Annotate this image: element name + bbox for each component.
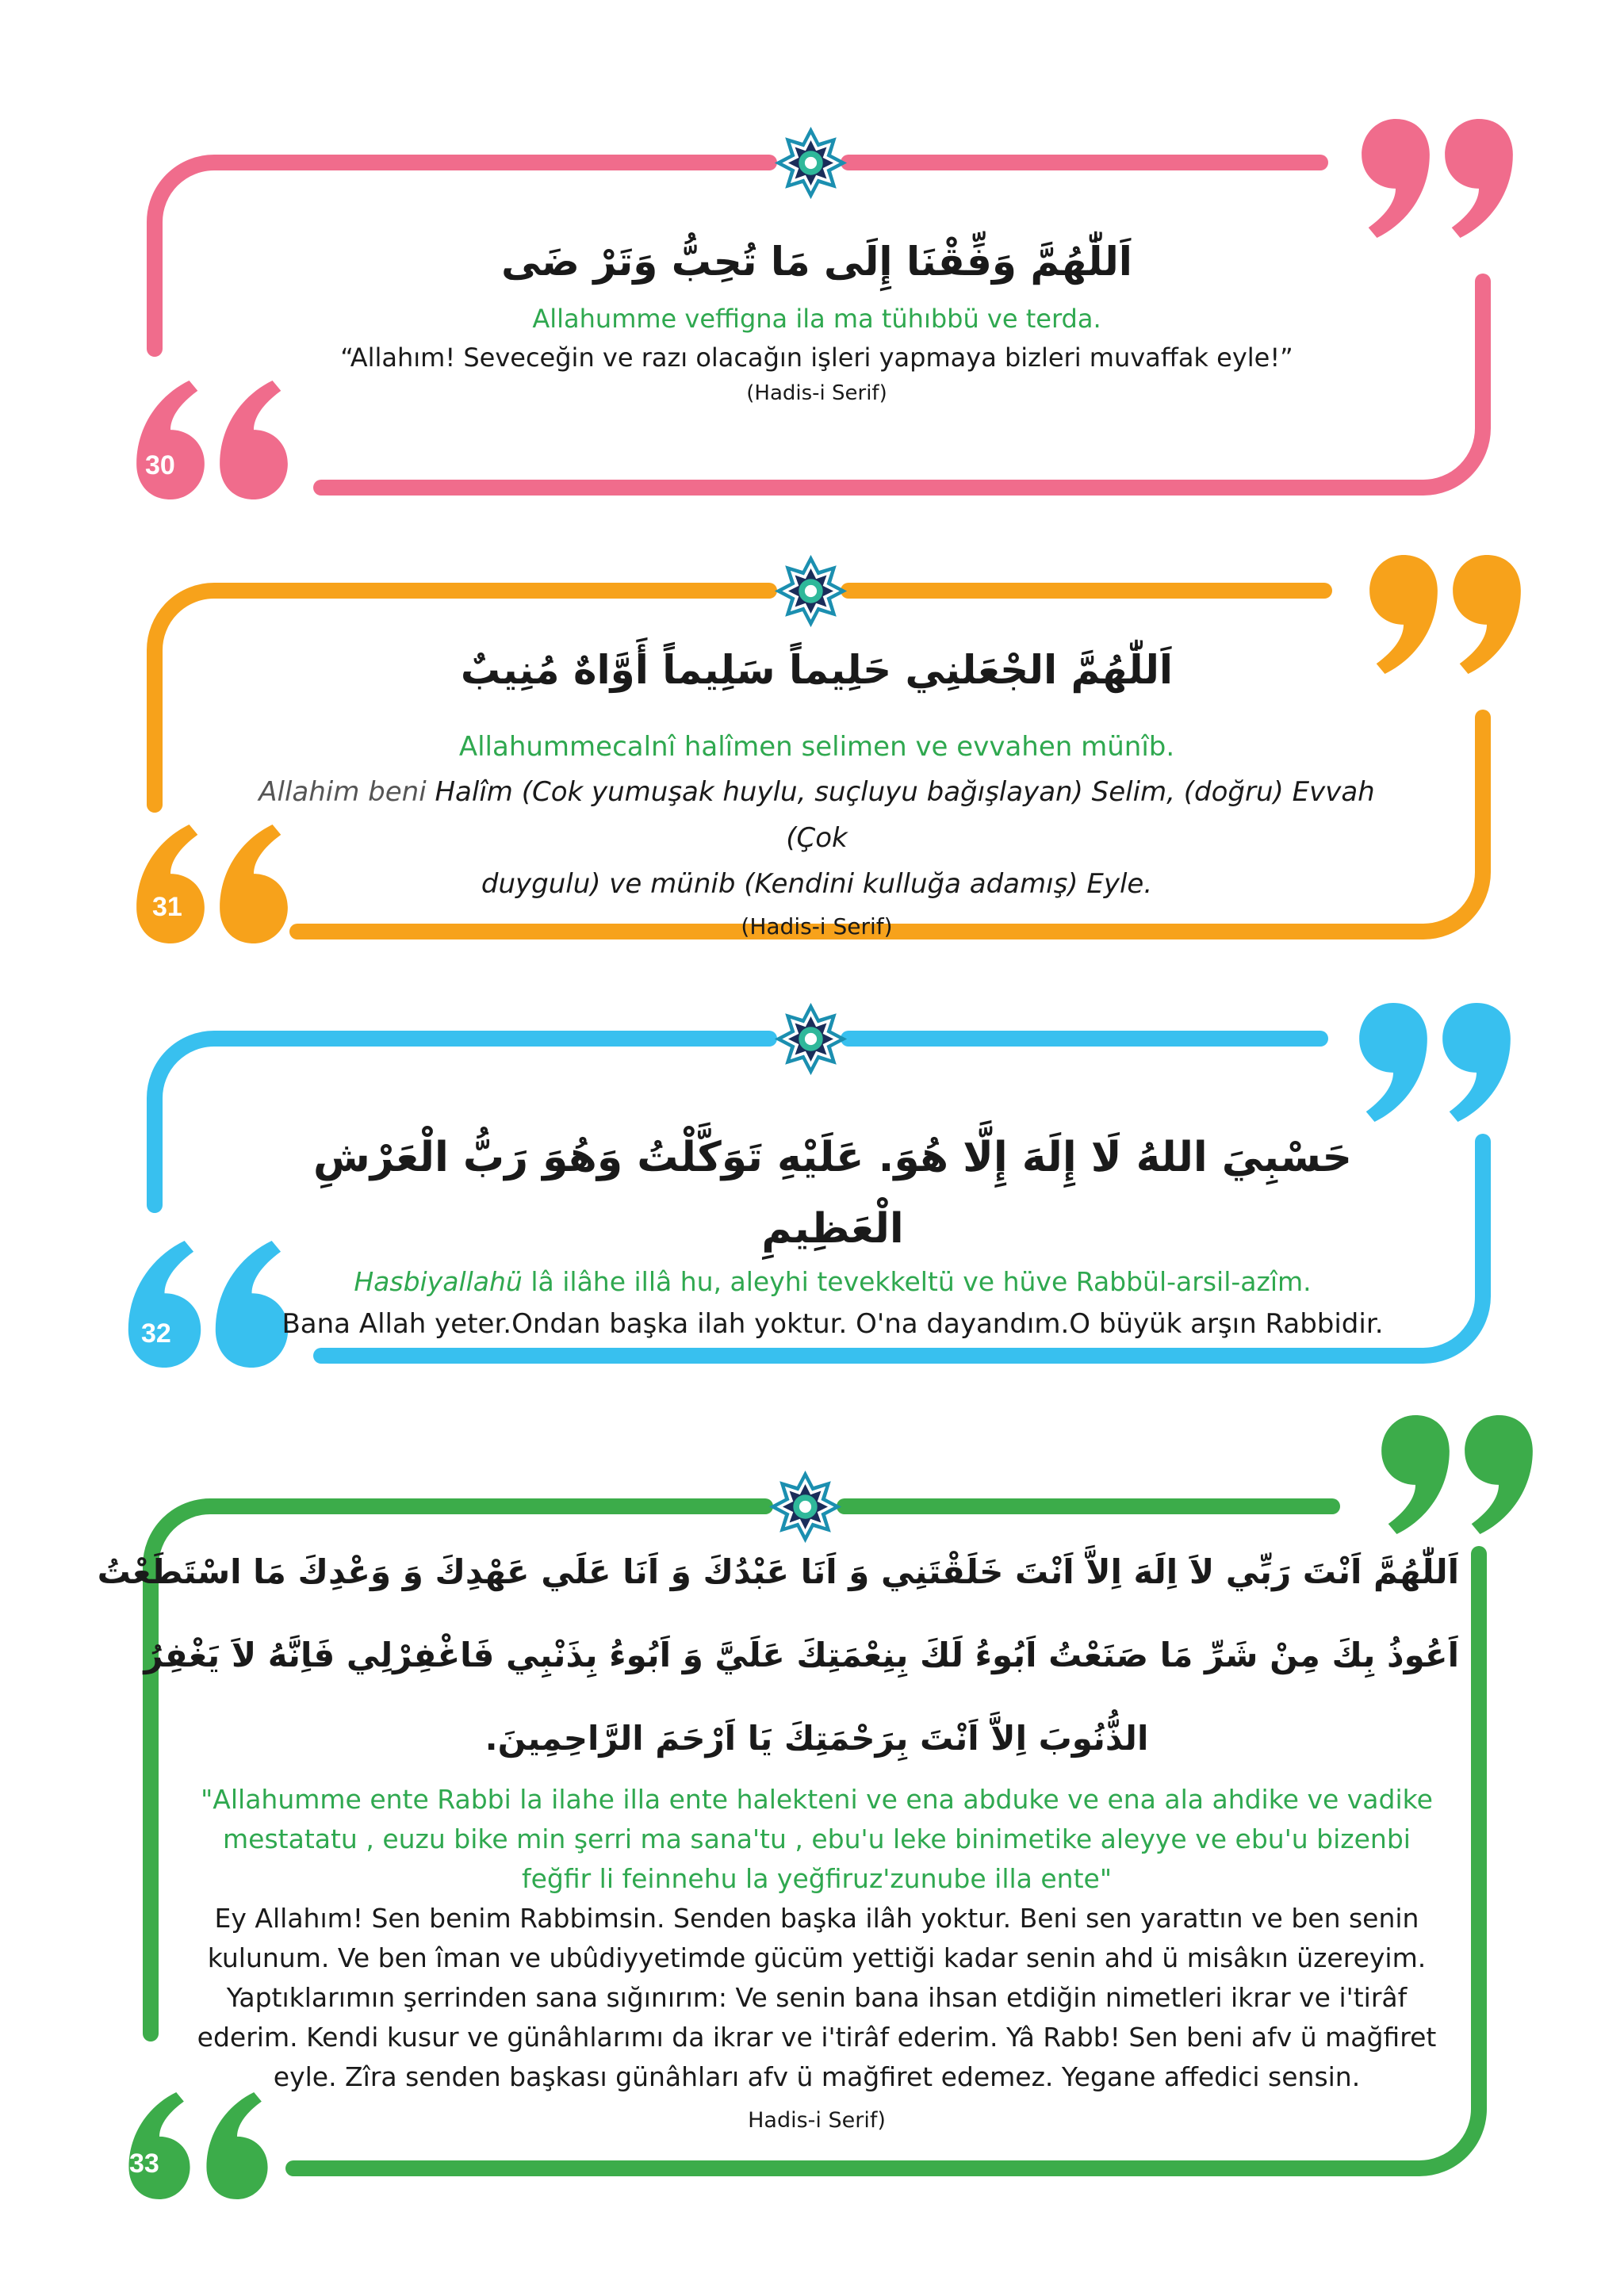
source: (Hadis-i Serif) xyxy=(741,913,893,939)
card-content xyxy=(262,230,1372,411)
meaning-line-5: eyle. Zîra senden başkası günâhları afv ü mağfiret edemez. Yegane affedici sensin. xyxy=(273,2061,1361,2092)
card-number: 31 xyxy=(152,892,182,922)
transliteration xyxy=(174,1780,1459,1899)
arabic-line-3: الذُّنُوبَ اِلاَّ اَنْتَ بِرَحْمَتِكَ يَا اَرْحَمَ الرَّاحِمِينَ. xyxy=(485,1719,1149,1758)
transliteration: Allahummecalnî halîmen selimen ve evvahen münîb. xyxy=(458,731,1175,763)
islamic-star-ornament-icon xyxy=(773,1001,848,1077)
card-number: 32 xyxy=(141,1318,171,1349)
transliteration-line-1: "Allahumme ente Rabbi la ilahe illa ente halekteni ve ena abduke ve ena ala ahdike ve vadike xyxy=(201,1784,1433,1815)
meaning xyxy=(174,1899,1459,2097)
transliteration-line-2: mestatatu , euzu bike min şerri ma sana'tu , ebu'u leke binimetike aleyye ve ebu'u bizenbi xyxy=(223,1823,1411,1854)
source: (Hadis-i Serif) xyxy=(746,381,887,405)
source: Hadis-i Serif) xyxy=(748,2108,886,2133)
transliteration: Allahumme veffigna ila ma tühıbbü ve terda. xyxy=(532,304,1101,334)
card-number: 33 xyxy=(129,2149,159,2179)
arabic-text: اَللّٰهُمَّ الجْعَلنِي حَلِيماً سَلِيماً أَوَّاهٌ مُنِيبٌ xyxy=(460,647,1174,693)
meaning-line-1: Halîm (Cok yumuşak huylu, suçluyu bağışlayan) Selim, (doğru) Evvah (Çok xyxy=(435,776,1375,854)
arabic-line-2: اَعُوذُ بِكَ مِنْ شَرِّ مَا صَنَعْتُ اَبُوءُ لَكَ بِنِعْمَتِكَ عَلَيَّ وَ اَبُوءُ بِذَنْبِي فَاغْفِرْلِي فَاِنَّهُ لاَ يَغْفِرُ xyxy=(144,1636,1459,1674)
meaning-line-2: kulunum. Ve ben îman ve ubûdiyyetimde gücüm yettiği kadar senin ahd ü misâkın üzereyim. xyxy=(207,1942,1427,1973)
close-quote-icon xyxy=(1358,1003,1516,1130)
card-32 xyxy=(0,995,1624,1391)
meaning xyxy=(238,769,1396,907)
meaning: Bana Allah yeter.Ondan başka ilah yoktur. O'na dayandım.O büyük arşın Rabbidir. xyxy=(282,1308,1384,1340)
card-33 xyxy=(0,1415,1624,2216)
card-31 xyxy=(0,547,1624,959)
transliteration xyxy=(270,1260,1396,1304)
islamic-star-ornament-icon xyxy=(773,553,848,629)
transliteration-line-3: feğfir li feinnehu la yeğfiruz'zunube illa ente" xyxy=(521,1863,1113,1894)
islamic-star-ornament-icon xyxy=(773,125,848,201)
card-content xyxy=(270,1122,1396,1344)
close-quote-icon xyxy=(1360,119,1519,246)
close-quote-icon xyxy=(1380,1415,1538,1542)
transliteration-name: Hasbiyallahü xyxy=(354,1266,523,1297)
meaning-line-2: duygulu) ve münib (Kendini kulluğa adamış) Eyle. xyxy=(481,868,1153,900)
meaning-prefix: Allahim beni xyxy=(259,776,427,808)
card-content xyxy=(97,1530,1459,2145)
meaning-line-1: Ey Allahım! Sen benim Rabbimsin. Senden başka ilâh yoktur. Beni sen yarattın ve ben senin xyxy=(214,1903,1419,1934)
meaning-line-3: Yaptıklarımın şerrinden sana sığınırım: Ve senin bana ihsan etdiğin nimetleri ikrar ve i'tirâf xyxy=(226,1982,1408,2013)
card-30 xyxy=(0,111,1624,507)
arabic-text: حَسْبِيَ اللهُ لَا إِلَهَ إِلَّا هُوَ. عَلَيْهِ تَوَكَّلْتُ وَهُوَ رَبُّ الْعَرْشِ الْعَظِيمِ xyxy=(312,1134,1353,1253)
transliteration-rest: lâ ilâhe illâ hu, aleyhi tevekkeltü ve hüve Rabbül-arsil-azîm. xyxy=(530,1266,1312,1297)
arabic-line-1: اَللّٰهُمَّ اَنْتَ رَبِّي لاَ اِلَهَ اِلاَّ اَنْتَ خَلَقْتَنِي وَ اَنَا عَبْدُكَ وَ اَنَا عَلَي عَهْدِكَ وَ وَعْدِكَ مَا اسْتَطَعْتُ xyxy=(97,1552,1459,1591)
card-content xyxy=(238,634,1396,947)
arabic-text: اَللّٰهُمَّ وَفِّقْنَا إِلَى مَا تُحِبُّ وَتَرْ ضَى xyxy=(501,239,1132,285)
meaning: “Allahım! Seveceğin ve razı olacağın işleri yapmaya bizleri muvaffak eyle!” xyxy=(340,342,1293,373)
meaning-line-4: ederim. Kendi kusur ve günâhlarımı da ikrar ve i'tirâf ederim. Yâ Rabb! Sen beni afv ü mağfiret xyxy=(197,2022,1437,2053)
card-number: 30 xyxy=(145,450,175,480)
